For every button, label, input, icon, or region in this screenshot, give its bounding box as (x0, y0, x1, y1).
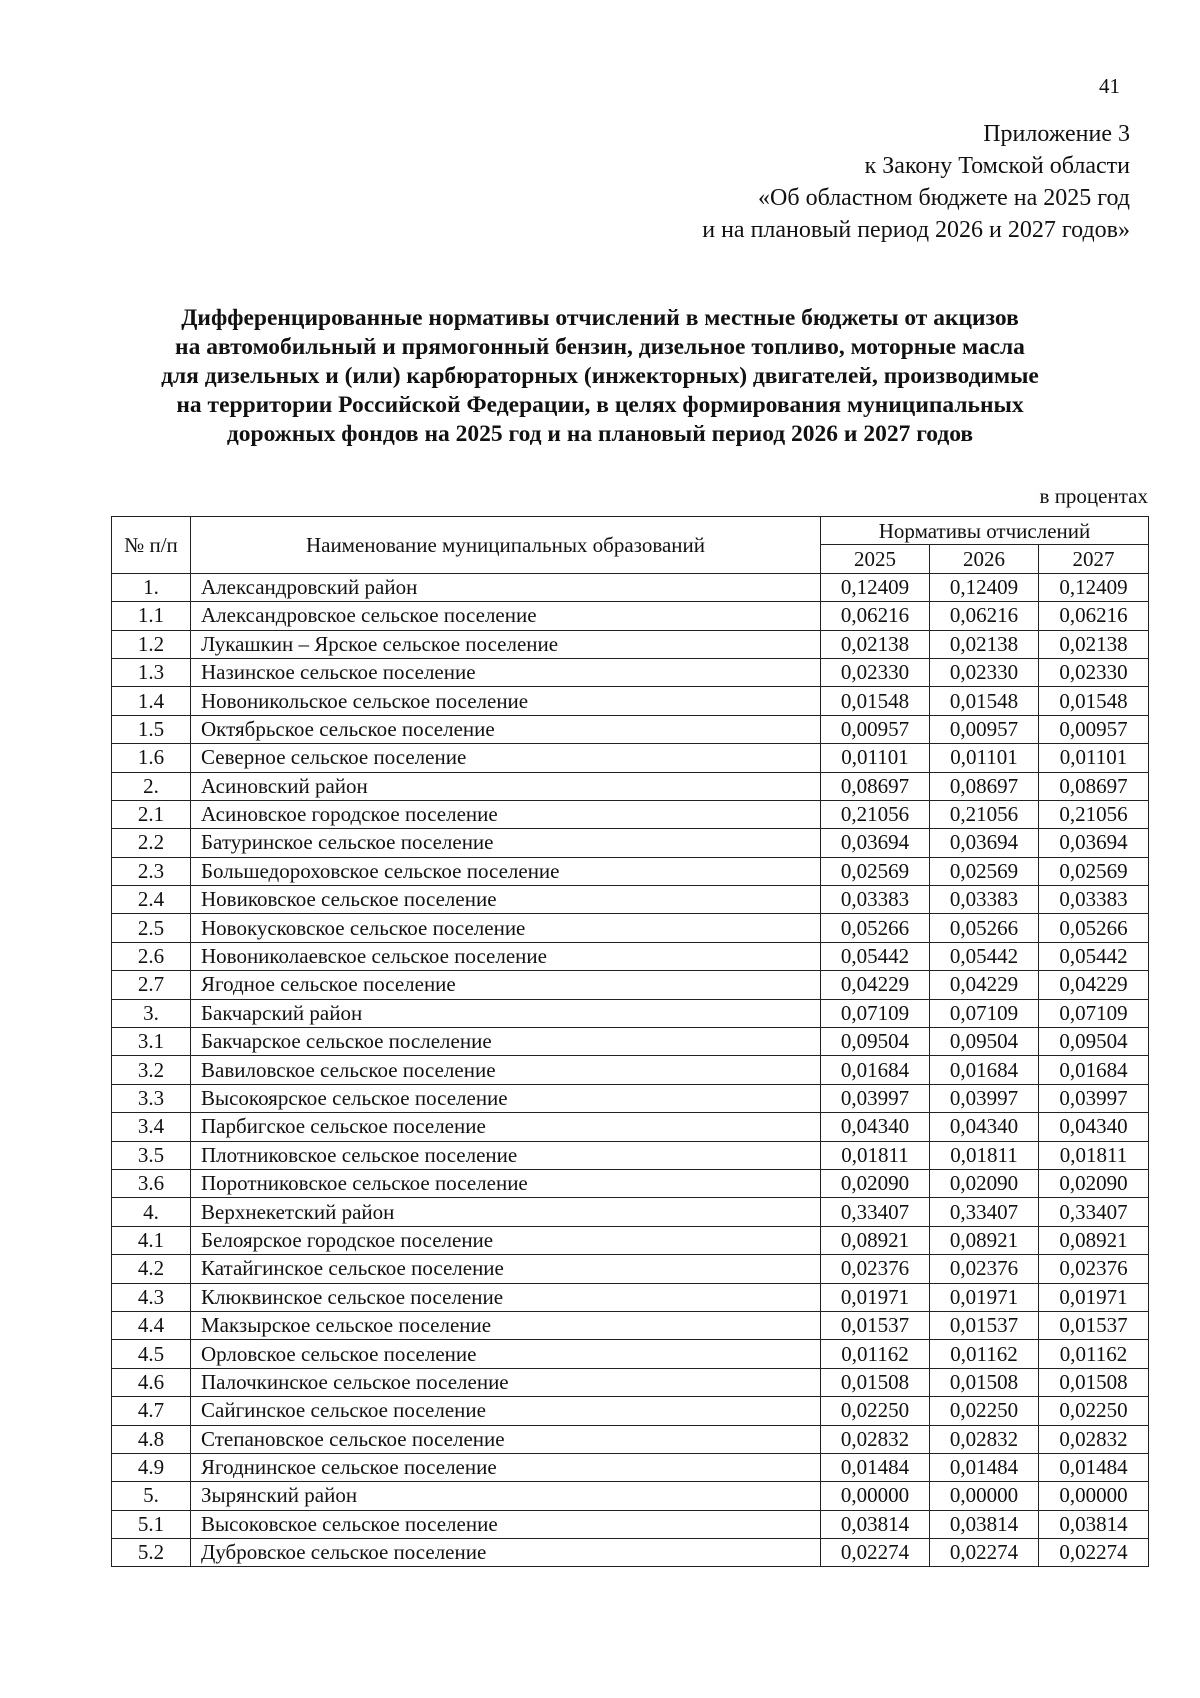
value-2026: 0,03997 (930, 1084, 1039, 1112)
value-2026: 0,21056 (930, 800, 1039, 828)
value-2026: 0,01971 (930, 1283, 1039, 1311)
value-2026: 0,06216 (930, 602, 1039, 630)
header-year-2027: 2027 (1039, 545, 1149, 573)
table-row (112, 1084, 1149, 1112)
value-2025: 0,33407 (821, 1198, 930, 1226)
row-number: 1.4 (112, 687, 191, 715)
value-2027: 0,02330 (1039, 658, 1149, 686)
value-2026: 0,09504 (930, 1028, 1039, 1056)
table-row (112, 1169, 1149, 1197)
table-row (112, 800, 1149, 828)
appendix-line: и на плановый период 2026 и 2027 годов» (702, 217, 1130, 243)
value-2026: 0,02138 (930, 630, 1039, 658)
value-2025: 0,07109 (821, 999, 930, 1027)
value-2025: 0,06216 (821, 602, 930, 630)
value-2026: 0,01162 (930, 1340, 1039, 1368)
value-2026: 0,01811 (930, 1141, 1039, 1169)
value-2026: 0,05442 (930, 942, 1039, 970)
municipality-name: Новоникольское сельское поселение (191, 687, 821, 715)
value-2025: 0,02376 (821, 1255, 930, 1283)
value-2027: 0,01101 (1039, 744, 1149, 772)
value-2025: 0,01811 (821, 1141, 930, 1169)
municipality-name: Степановское сельское поселение (191, 1425, 821, 1453)
value-2025: 0,02250 (821, 1397, 930, 1425)
table-row (112, 1056, 1149, 1084)
value-2027: 0,02376 (1039, 1255, 1149, 1283)
municipality-name: Александровское сельское поселение (191, 602, 821, 630)
header-year-2025: 2025 (821, 545, 930, 573)
appendix-reference (702, 118, 1130, 246)
municipality-name: Парбигское сельское поселение (191, 1113, 821, 1141)
municipality-name: Бакчарское сельское послеление (191, 1028, 821, 1056)
row-number: 1.5 (112, 715, 191, 743)
municipality-name: Батуринское сельское поселение (191, 829, 821, 857)
value-2026: 0,02250 (930, 1397, 1039, 1425)
value-2025: 0,02138 (821, 630, 930, 658)
value-2027: 0,01484 (1039, 1453, 1149, 1481)
row-number: 1.6 (112, 744, 191, 772)
value-2025: 0,02832 (821, 1425, 930, 1453)
municipality-name: Высоковское сельское поселение (191, 1510, 821, 1538)
row-number: 2.7 (112, 971, 191, 999)
municipality-name: Ягодное сельское поселение (191, 971, 821, 999)
value-2025: 0,09504 (821, 1028, 930, 1056)
value-2025: 0,04340 (821, 1113, 930, 1141)
municipality-name: Александровский район (191, 573, 821, 601)
table-row (112, 857, 1149, 885)
table-row (112, 999, 1149, 1027)
title-line: на территории Российской Федерации, в целях формирования муниципальных (176, 392, 1024, 418)
value-2026: 0,33407 (930, 1198, 1039, 1226)
appendix-line: Приложение 3 (983, 121, 1130, 147)
row-number: 4.5 (112, 1340, 191, 1368)
row-number: 4.3 (112, 1283, 191, 1311)
table-row (112, 1028, 1149, 1056)
value-2026: 0,02832 (930, 1425, 1039, 1453)
municipality-name: Поротниковское сельское поселение (191, 1169, 821, 1197)
value-2027: 0,05266 (1039, 914, 1149, 942)
value-2026: 0,12409 (930, 573, 1039, 601)
value-2026: 0,02090 (930, 1169, 1039, 1197)
value-2027: 0,09504 (1039, 1028, 1149, 1056)
row-number: 4. (112, 1198, 191, 1226)
value-2027: 0,01548 (1039, 687, 1149, 715)
value-2025: 0,05442 (821, 942, 930, 970)
municipality-name: Макзырское сельское поселение (191, 1311, 821, 1339)
municipality-name: Зырянский район (191, 1482, 821, 1510)
value-2027: 0,01811 (1039, 1141, 1149, 1169)
row-number: 4.1 (112, 1226, 191, 1254)
municipality-name: Новиковское сельское поселение (191, 886, 821, 914)
municipality-name: Лукашкин – Ярское сельское поселение (191, 630, 821, 658)
municipality-name: Палочкинское сельское поселение (191, 1368, 821, 1396)
table-row (112, 914, 1149, 942)
row-number: 2.1 (112, 800, 191, 828)
municipality-name: Новокусковское сельское поселение (191, 914, 821, 942)
value-2026: 0,00000 (930, 1482, 1039, 1510)
table-row (112, 573, 1149, 601)
table-row (112, 630, 1149, 658)
row-number: 4.7 (112, 1397, 191, 1425)
value-2025: 0,01548 (821, 687, 930, 715)
value-2026: 0,02330 (930, 658, 1039, 686)
table-row (112, 942, 1149, 970)
table-row (112, 1397, 1149, 1425)
appendix-line: к Закону Томской области (864, 153, 1130, 179)
row-number: 3.5 (112, 1141, 191, 1169)
value-2025: 0,00000 (821, 1482, 930, 1510)
table-row (112, 1198, 1149, 1226)
value-2026: 0,03694 (930, 829, 1039, 857)
municipality-name: Верхнекетский район (191, 1198, 821, 1226)
municipality-name: Орловское сельское поселение (191, 1340, 821, 1368)
value-2025: 0,02090 (821, 1169, 930, 1197)
table-row (112, 829, 1149, 857)
value-2027: 0,02090 (1039, 1169, 1149, 1197)
municipality-name: Дубровское сельское поселение (191, 1539, 821, 1567)
value-2025: 0,03997 (821, 1084, 930, 1112)
row-number: 4.9 (112, 1453, 191, 1481)
row-number: 2.2 (112, 829, 191, 857)
value-2026: 0,01684 (930, 1056, 1039, 1084)
header-num: № п/п (112, 517, 191, 574)
title-line: на автомобильный и прямогонный бензин, дизельное топливо, моторные масла (175, 334, 1025, 360)
municipality-name: Бакчарский район (191, 999, 821, 1027)
table-row (112, 1425, 1149, 1453)
row-number: 4.6 (112, 1368, 191, 1396)
row-number: 3. (112, 999, 191, 1027)
municipality-name: Белоярское городское поселение (191, 1226, 821, 1254)
value-2027: 0,00000 (1039, 1482, 1149, 1510)
title-line: дорожных фондов на 2025 год и на плановый период 2026 и 2027 годов (226, 421, 974, 447)
table-row (112, 1482, 1149, 1510)
value-2027: 0,02274 (1039, 1539, 1149, 1567)
row-number: 2.6 (112, 942, 191, 970)
table-row (112, 744, 1149, 772)
row-number: 4.8 (112, 1425, 191, 1453)
value-2025: 0,01484 (821, 1453, 930, 1481)
value-2025: 0,01971 (821, 1283, 930, 1311)
value-2027: 0,02138 (1039, 630, 1149, 658)
value-2026: 0,03814 (930, 1510, 1039, 1538)
title-line: Дифференцированные нормативы отчислений в местные бюджеты от акцизов (181, 305, 1019, 331)
table-row (112, 658, 1149, 686)
row-number: 2. (112, 772, 191, 800)
value-2026: 0,02569 (930, 857, 1039, 885)
value-2027: 0,08697 (1039, 772, 1149, 800)
value-2026: 0,01537 (930, 1311, 1039, 1339)
value-2027: 0,02569 (1039, 857, 1149, 885)
table-row (112, 1539, 1149, 1567)
value-2027: 0,12409 (1039, 573, 1149, 601)
table-row (112, 715, 1149, 743)
value-2027: 0,02832 (1039, 1425, 1149, 1453)
row-number: 2.4 (112, 886, 191, 914)
value-2026: 0,03383 (930, 886, 1039, 914)
value-2027: 0,08921 (1039, 1226, 1149, 1254)
row-number: 1.3 (112, 658, 191, 686)
row-number: 2.5 (112, 914, 191, 942)
row-number: 3.2 (112, 1056, 191, 1084)
value-2026: 0,05266 (930, 914, 1039, 942)
value-2026: 0,01548 (930, 687, 1039, 715)
value-2027: 0,03383 (1039, 886, 1149, 914)
row-number: 4.4 (112, 1311, 191, 1339)
table-row (112, 1113, 1149, 1141)
value-2027: 0,04229 (1039, 971, 1149, 999)
row-number: 3.6 (112, 1169, 191, 1197)
value-2026: 0,04340 (930, 1113, 1039, 1141)
municipality-name: Октябрьское сельское поселение (191, 715, 821, 743)
value-2027: 0,21056 (1039, 800, 1149, 828)
municipality-name: Клюквинское сельское поселение (191, 1283, 821, 1311)
value-2025: 0,21056 (821, 800, 930, 828)
municipality-name: Ягоднинское сельское поселение (191, 1453, 821, 1481)
value-2027: 0,03814 (1039, 1510, 1149, 1538)
value-2027: 0,02250 (1039, 1397, 1149, 1425)
table-row (112, 687, 1149, 715)
value-2027: 0,07109 (1039, 999, 1149, 1027)
value-2026: 0,00957 (930, 715, 1039, 743)
table-row (112, 1226, 1149, 1254)
value-2027: 0,03694 (1039, 829, 1149, 857)
value-2027: 0,06216 (1039, 602, 1149, 630)
document-title (100, 304, 1100, 449)
table-row (112, 1368, 1149, 1396)
header-year-2026: 2026 (930, 545, 1039, 573)
municipality-name: Асиновский район (191, 772, 821, 800)
value-2027: 0,05442 (1039, 942, 1149, 970)
value-2027: 0,04340 (1039, 1113, 1149, 1141)
value-2025: 0,02330 (821, 658, 930, 686)
row-number: 2.3 (112, 857, 191, 885)
value-2026: 0,07109 (930, 999, 1039, 1027)
table-row (112, 1255, 1149, 1283)
title-line: для дизельных и (или) карбюраторных (инжекторных) двигателей, производимые (161, 363, 1039, 389)
row-number: 5.1 (112, 1510, 191, 1538)
municipality-name: Высокоярское сельское поселение (191, 1084, 821, 1112)
value-2025: 0,01684 (821, 1056, 930, 1084)
municipality-name: Асиновское городское поселение (191, 800, 821, 828)
municipality-name: Сайгинское сельское поселение (191, 1397, 821, 1425)
value-2025: 0,05266 (821, 914, 930, 942)
table-row (112, 1453, 1149, 1481)
appendix-line: «Об областном бюджете на 2025 год (758, 185, 1130, 211)
value-2025: 0,08697 (821, 772, 930, 800)
table-row (112, 1141, 1149, 1169)
norms-table (111, 516, 1149, 1567)
value-2026: 0,02376 (930, 1255, 1039, 1283)
row-number: 3.4 (112, 1113, 191, 1141)
table-body (112, 573, 1149, 1567)
value-2027: 0,01537 (1039, 1311, 1149, 1339)
table-row (112, 971, 1149, 999)
row-number: 5. (112, 1482, 191, 1510)
table-row (112, 1510, 1149, 1538)
table-row (112, 1311, 1149, 1339)
value-2027: 0,33407 (1039, 1198, 1149, 1226)
municipality-name: Новониколаевское сельское поселение (191, 942, 821, 970)
value-2025: 0,03814 (821, 1510, 930, 1538)
municipality-name: Катайгинское сельское поселение (191, 1255, 821, 1283)
table-row (112, 602, 1149, 630)
value-2026: 0,01101 (930, 744, 1039, 772)
row-number: 1.1 (112, 602, 191, 630)
value-2026: 0,01508 (930, 1368, 1039, 1396)
header-name: Наименование муниципальных образований (191, 517, 821, 574)
value-2025: 0,08921 (821, 1226, 930, 1254)
value-2026: 0,04229 (930, 971, 1039, 999)
value-2025: 0,01162 (821, 1340, 930, 1368)
table-row (112, 1340, 1149, 1368)
value-2025: 0,01508 (821, 1368, 930, 1396)
value-2025: 0,12409 (821, 573, 930, 601)
value-2027: 0,01508 (1039, 1368, 1149, 1396)
value-2025: 0,01537 (821, 1311, 930, 1339)
value-2026: 0,02274 (930, 1539, 1039, 1567)
value-2025: 0,04229 (821, 971, 930, 999)
table-row (112, 886, 1149, 914)
value-2026: 0,08921 (930, 1226, 1039, 1254)
row-number: 1. (112, 573, 191, 601)
table-row (112, 772, 1149, 800)
municipality-name: Большедороховское сельское поселение (191, 857, 821, 885)
value-2027: 0,01162 (1039, 1340, 1149, 1368)
page-number: 41 (1099, 74, 1120, 98)
row-number: 4.2 (112, 1255, 191, 1283)
municipality-name: Назинское сельское поселение (191, 658, 821, 686)
value-2025: 0,02274 (821, 1539, 930, 1567)
value-2027: 0,01971 (1039, 1283, 1149, 1311)
municipality-name: Плотниковское сельское поселение (191, 1141, 821, 1169)
value-2027: 0,03997 (1039, 1084, 1149, 1112)
value-2027: 0,00957 (1039, 715, 1149, 743)
value-2026: 0,01484 (930, 1453, 1039, 1481)
value-2025: 0,02569 (821, 857, 930, 885)
row-number: 3.3 (112, 1084, 191, 1112)
row-number: 3.1 (112, 1028, 191, 1056)
value-2025: 0,03694 (821, 829, 930, 857)
municipality-name: Северное сельское поселение (191, 744, 821, 772)
units-label: в процентах (1039, 484, 1148, 508)
row-number: 5.2 (112, 1539, 191, 1567)
header-norms: Нормативы отчислений (821, 517, 1149, 545)
value-2025: 0,00957 (821, 715, 930, 743)
table-header-row (112, 517, 1149, 545)
municipality-name: Вавиловское сельское поселение (191, 1056, 821, 1084)
value-2025: 0,01101 (821, 744, 930, 772)
value-2026: 0,08697 (930, 772, 1039, 800)
value-2027: 0,01684 (1039, 1056, 1149, 1084)
row-number: 1.2 (112, 630, 191, 658)
value-2025: 0,03383 (821, 886, 930, 914)
table-row (112, 1283, 1149, 1311)
